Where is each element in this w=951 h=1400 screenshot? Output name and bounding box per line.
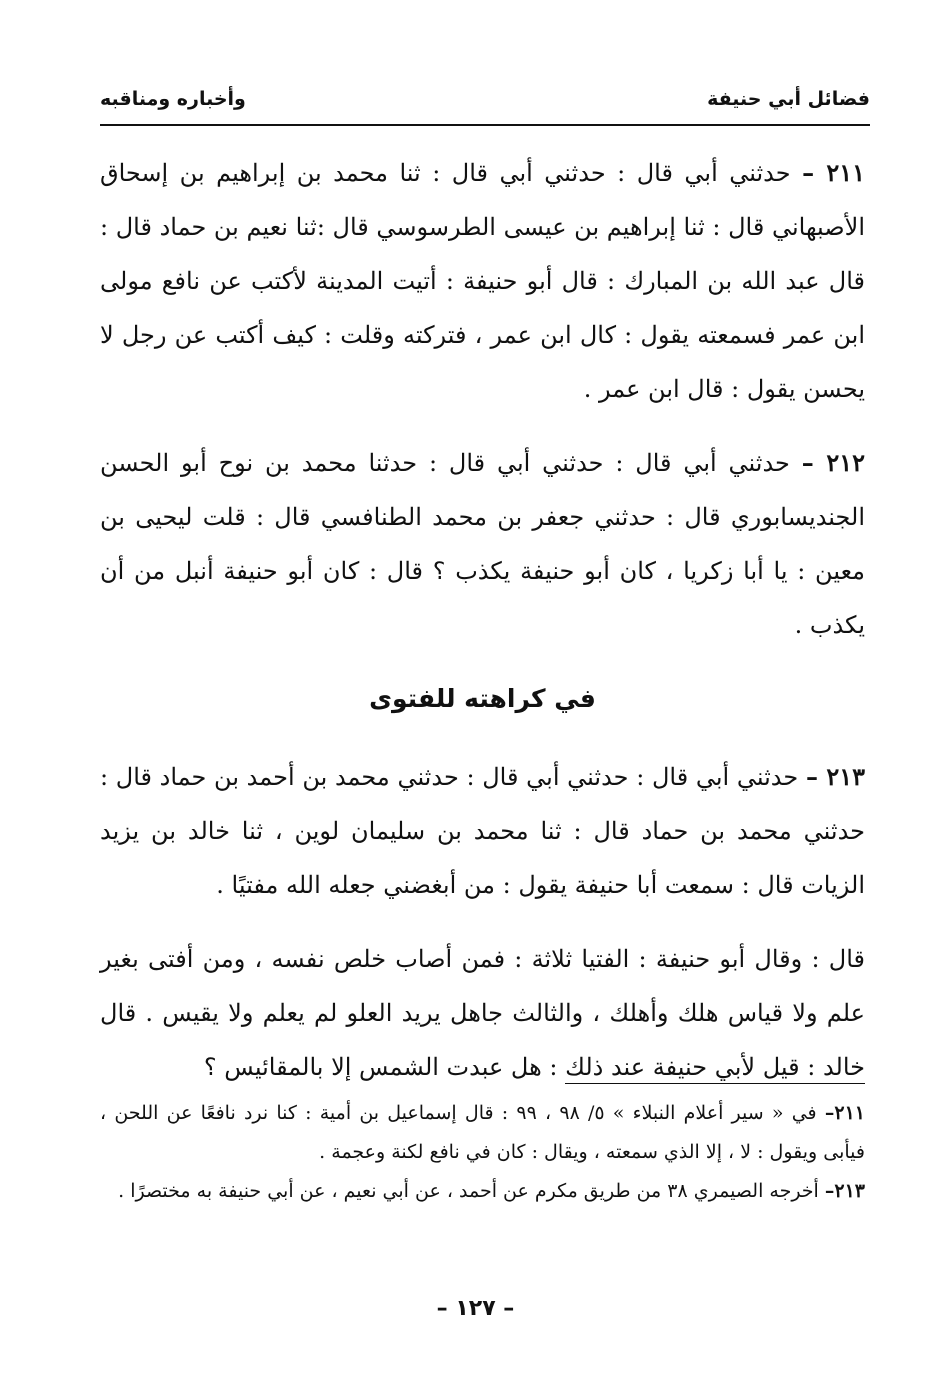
paragraph-number: ٢١٣ – (805, 762, 866, 791)
footnote-divider (565, 1083, 865, 1084)
footnotes (100, 1094, 865, 1211)
paragraph-211 (100, 146, 865, 416)
section-heading: في كراهته للفتوى (369, 684, 596, 713)
header-book-title: فضائل أبي حنيفة (707, 88, 870, 110)
paragraph-number: ٢١٢ – (801, 448, 865, 477)
header-divider (100, 124, 870, 126)
page-number: – ١٢٧ – (436, 1296, 515, 1321)
paragraph-continuation (100, 932, 865, 1094)
footnote-number: ٢١١– (824, 1102, 865, 1124)
paragraph-number: ٢١١ – (802, 158, 865, 187)
paragraph-212 (100, 436, 865, 652)
header-section-title: وأخباره ومناقبه (100, 88, 246, 110)
footnote-213 (100, 1172, 865, 1211)
paragraph-213 (100, 750, 865, 912)
footnote-number: ٢١٣– (824, 1180, 865, 1202)
paragraph-text: حدثني أبي قال : حدثني أبي قال : حدثنا محمد بن نوح أبو الحسن الجنديسابوري قال : حدثني جعفر بن محمد الطنافسي قال : قلت ليحيى بن معين : يا أبا زكريا ، كان أبو حنيفة يكذب ؟ قال : كان أبو حنيفة أنبل من أن يكذب . (100, 449, 865, 639)
footnote-text: في « سير أعلام النبلاء » ٥/ ٩٨ ، ٩٩ : قال إسماعيل بن أمية : كنا نرد نافعًا عن اللحن ، فيأبى ويقول : لا ، إلا الذي سمعته ، ويقال : كان في نافع لكنة وعجمة . (100, 1102, 865, 1163)
main-text (100, 146, 865, 1094)
paragraph-text: حدثني أبي قال : حدثني أبي قال : ثنا محمد بن إبراهيم بن إسحاق الأصبهاني قال : ثنا إبراهيم بن عيسى الطرسوسي قال :ثنا نعيم بن حماد قال : قال عبد الله بن المبارك : قال أبو حنيفة : أتيت المدينة لأكتب عن نافع مولى ابن عمر فسمعته يقول : كال ابن عمر ، فتركته وقلت : كيف أكتب عن رجل لا يحسن يقول : قال ابن عمر . (100, 159, 865, 403)
footnote-text: أخرجه الصيمري ٣٨ من طريق مكرم عن أحمد ، عن أبي نعيم ، عن أبي حنيفة به مختصرًا . (118, 1180, 819, 1202)
paragraph-text: قال : وقال أبو حنيفة : الفتيا ثلاثة : فمن أصاب خلص نفسه ، ومن أفتى بغير علم ولا قياس هلك وأهلك ، والثالث جاهل يريد العلو لم يعلم ولا يقيس . قال خالد : قيل لأبي حنيفة عند ذلك : هل عبدت الشمس إلا بالمقائيس ؟ (100, 945, 865, 1081)
footnote-211 (100, 1094, 865, 1172)
paragraph-text: حدثني أبي قال : حدثني أبي قال : حدثني محمد بن أحمد بن حماد قال : حدثني محمد بن حماد قال : ثنا محمد بن سليمان لوين ، ثنا خالد بن يزيد الزيات قال : سمعت أبا حنيفة يقول : من أبغضني جعله الله مفتيًا . (100, 763, 865, 899)
running-header (100, 82, 870, 118)
